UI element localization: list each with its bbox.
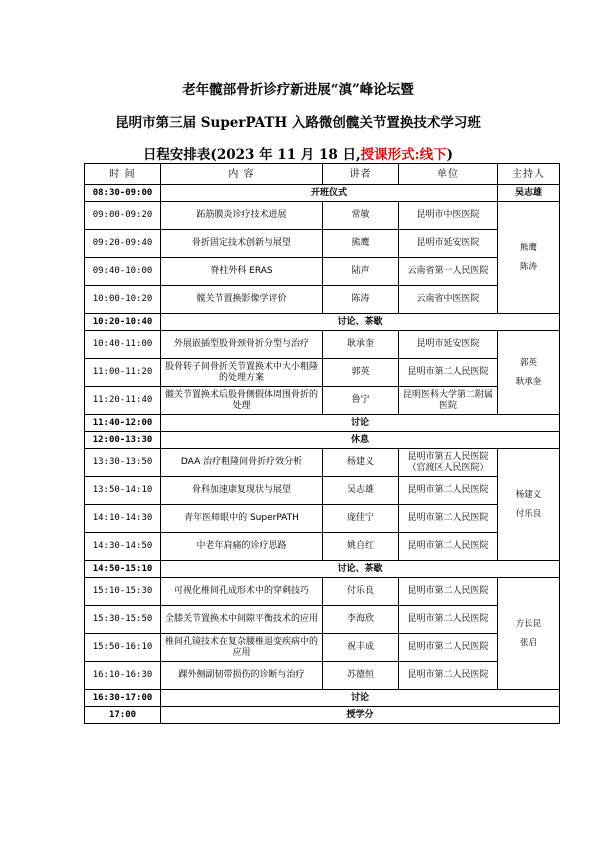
table-row [85, 230, 560, 258]
row-time: 14:30-14:50 [85, 533, 161, 561]
row-unit: 昆明市第五人民医院（官渡区人民医院） [399, 449, 498, 477]
host-name: 杨建义 [515, 489, 542, 500]
table-row [85, 561, 560, 578]
row-time: 15:10-15:30 [85, 578, 161, 606]
row-topic: 股骨转子间骨折关节置换术中大小粗隆的处理方案 [161, 359, 323, 387]
table-row [85, 449, 560, 477]
host-name: 耿承奎 [515, 376, 542, 387]
table-row [85, 477, 560, 505]
row-time: 14:50-15:10 [85, 561, 161, 578]
row-unit: 昆明市第二人民医院 [399, 505, 498, 533]
host-name: 陈涛 [519, 261, 537, 272]
host-name: 方长昆 [515, 618, 542, 629]
table-header-row [85, 164, 560, 185]
row-time: 16:30-17:00 [85, 690, 161, 707]
row-time: 10:40-11:00 [85, 331, 161, 359]
row-topic: 脊柱外科 ERAS [161, 258, 323, 286]
row-speaker: 苏德恒 [323, 662, 399, 690]
host-name: 张启 [519, 637, 537, 648]
row-unit: 昆明市延安医院 [399, 331, 498, 359]
title-format-red: 授课形式:线下 [360, 147, 447, 163]
row-speaker: 姚自红 [323, 533, 399, 561]
table-row [85, 690, 560, 707]
row-topic: 可视化椎间孔成形术中的穿刺技巧 [161, 578, 323, 606]
rest-label: 休息 [161, 432, 560, 449]
row-time: 08:30-09:00 [85, 185, 161, 202]
title-prefix: 日程安排表(2023 年 11 月 18 日, [142, 147, 361, 163]
schedule-table [84, 163, 560, 724]
row-time: 11:20-11:40 [85, 387, 161, 415]
opening-host: 吴志雄 [498, 185, 560, 202]
credits-label: 授学分 [161, 707, 560, 724]
row-unit: 昆明市第二人民医院 [399, 606, 498, 634]
row-time: 10:00-10:20 [85, 286, 161, 314]
session1-hosts [498, 202, 560, 314]
row-time: 09:20-09:40 [85, 230, 161, 258]
row-topic: 外展嵌插型股骨颈骨折分型与治疗 [161, 331, 323, 359]
row-time: 09:00-09:20 [85, 202, 161, 230]
discussion-label: 讨论 [161, 690, 560, 707]
row-unit: 昆明市第二人民医院 [399, 662, 498, 690]
row-speaker: 李海欣 [323, 606, 399, 634]
table-row [85, 578, 560, 606]
row-time: 09:40-10:00 [85, 258, 161, 286]
row-speaker: 熊鹰 [323, 230, 399, 258]
doc-title-line2: 昆明市第三届 SuperPATH 入路微创髋关节置换技术学习班 [115, 115, 481, 131]
table-row [85, 533, 560, 561]
row-topic: 髋关节置换影像学评价 [161, 286, 323, 314]
break-label: 讨论、茶歇 [161, 561, 560, 578]
row-speaker: 陆声 [323, 258, 399, 286]
row-unit: 云南省中医医院 [399, 286, 498, 314]
row-unit: 云南省第一人民医院 [399, 258, 498, 286]
row-topic: 骨折固定技术创新与展望 [161, 230, 323, 258]
row-topic: 髋关节置换术后股骨侧假体周围骨折的处理 [161, 387, 323, 415]
row-time: 14:10-14:30 [85, 505, 161, 533]
row-time: 13:30-13:50 [85, 449, 161, 477]
row-unit: 昆明市第二人民医院 [399, 533, 498, 561]
row-speaker: 祝丰成 [323, 634, 399, 662]
row-topic: 踝外侧副韧带损伤的诊断与治疗 [161, 662, 323, 690]
break-label: 讨论、茶歇 [161, 314, 560, 331]
table-row [85, 258, 560, 286]
row-unit: 昆明市第二人民医院 [399, 634, 498, 662]
doc-title-line3 [0, 143, 596, 163]
row-time: 11:40-12:00 [85, 415, 161, 432]
row-unit: 昆明医科大学第二附属医院 [399, 387, 498, 415]
row-time: 17:00 [85, 707, 161, 724]
row-unit: 昆明市延安医院 [399, 230, 498, 258]
table-row [85, 662, 560, 690]
opening-label: 开班仪式 [161, 185, 498, 202]
row-topic: 全膝关节置换术中间隙平衡技术的应用 [161, 606, 323, 634]
row-topic: 青年医师眼中的 SuperPATH [161, 505, 323, 533]
row-time: 11:00-11:20 [85, 359, 161, 387]
row-speaker: 陈涛 [323, 286, 399, 314]
row-unit: 昆明市第二人民医院 [399, 477, 498, 505]
table-row [85, 185, 560, 202]
header-host: 主持人 [498, 164, 560, 185]
host-name: 郭英 [519, 357, 537, 368]
doc-title-line1: 老年髋部骨折诊疗新进展“滇”峰论坛暨 [182, 82, 414, 98]
session3-hosts [498, 449, 560, 561]
row-speaker: 郭英 [323, 359, 399, 387]
row-speaker: 吴志雄 [323, 477, 399, 505]
table-row [85, 331, 560, 359]
row-time: 13:50-14:10 [85, 477, 161, 505]
table-row [85, 432, 560, 449]
table-row [85, 606, 560, 634]
title-suffix: ) [446, 147, 454, 163]
table-row [85, 505, 560, 533]
header-time: 时 间 [85, 164, 161, 185]
row-speaker: 鲁宁 [323, 387, 399, 415]
row-unit: 昆明市第二人民医院 [399, 359, 498, 387]
row-speaker: 庞佳宁 [323, 505, 399, 533]
table-row [85, 387, 560, 415]
session2-hosts [498, 331, 560, 415]
row-time: 15:50-16:10 [85, 634, 161, 662]
row-unit: 昆明市中医医院 [399, 202, 498, 230]
table-row [85, 634, 560, 662]
row-time: 16:10-16:30 [85, 662, 161, 690]
header-speaker: 讲者 [323, 164, 399, 185]
table-row [85, 286, 560, 314]
table-row [85, 359, 560, 387]
session4-hosts [498, 578, 560, 690]
row-speaker: 付乐良 [323, 578, 399, 606]
row-topic: 中老年肩痛的诊疗思路 [161, 533, 323, 561]
header-unit: 单位 [399, 164, 498, 185]
table-row [85, 707, 560, 724]
row-speaker: 常敏 [323, 202, 399, 230]
discussion-label: 讨论 [161, 415, 560, 432]
row-time: 15:30-15:50 [85, 606, 161, 634]
row-speaker: 耿承奎 [323, 331, 399, 359]
row-time: 10:20-10:40 [85, 314, 161, 331]
host-name: 付乐良 [515, 508, 542, 519]
row-topic: DAA 治疗粗隆间骨折疗效分析 [161, 449, 323, 477]
row-time: 12:00-13:30 [85, 432, 161, 449]
table-row [85, 415, 560, 432]
host-name: 熊鹰 [519, 242, 537, 253]
row-topic: 跖筋膜炎诊疗技术进展 [161, 202, 323, 230]
row-topic: 骨科加速康复现状与展望 [161, 477, 323, 505]
row-speaker: 杨建义 [323, 449, 399, 477]
table-row [85, 202, 560, 230]
row-unit: 昆明市第二人民医院 [399, 578, 498, 606]
row-topic: 椎间孔镜技术在复杂腰椎退变疾病中的应用 [161, 634, 323, 662]
table-row [85, 314, 560, 331]
header-content: 内 容 [161, 164, 323, 185]
